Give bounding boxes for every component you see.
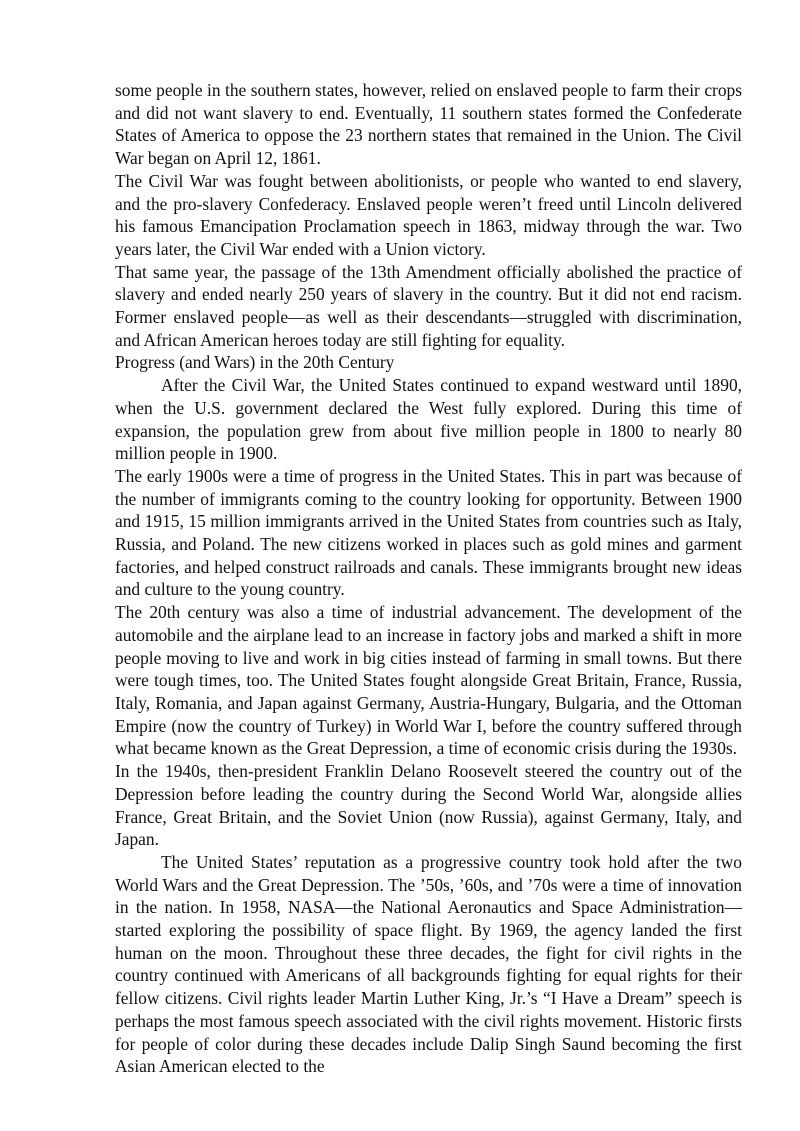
paragraph-civil-war-origins: some people in the southern states, however, relied on enslaved people to farm their crops and did not want slavery to end. Eventually, 11 southern states formed the Confederate States of America to oppose the 23 northern states that remained in the Union. The Civil War began on April 12, 1861. xyxy=(115,80,742,169)
paragraph-immigration: The early 1900s were a time of progress in the United States. This in part was because of the number of immigrants coming to the country looking for opportunity. Between 1900 and 1915, 15 million immigrants arrived in the United States from countries such as Italy, Russia, and Poland. The new citizens worked in places such as gold mines and garment factories, and helped construct railroads and canals. These immigrants brought new ideas and culture to the young country. xyxy=(115,465,742,600)
paragraph-westward-expansion: After the Civil War, the United States continued to expand westward until 1890, when the U.S. government declared the West fully explored. During this time of expansion, the population grew from about five million people in 1800 to nearly 80 million people in 1900. xyxy=(115,375,742,464)
section-heading-20th-century: Progress (and Wars) in the 20th Century xyxy=(115,352,395,373)
paragraph-civil-war-emancipation: The Civil War was fought between abolitionists, or people who wanted to end slavery, and the pro-slavery Confederacy. Enslaved people weren’t freed until Lincoln delivered his famous Emancipation Proclamation speech in 1863, midway through the war. Two years later, the Civil War ended with a Union victory. xyxy=(115,170,742,259)
paragraph-roosevelt-ww2: In the 1940s, then-president Franklin Delano Roosevelt steered the country out of the Depression before leading the country during the Second World War, alongside allies France, Great Britain, and the Soviet Union (now Russia), against Germany, Italy, and Japan. xyxy=(115,761,742,850)
document-body xyxy=(115,79,742,1078)
paragraph-industrial-advancement: The 20th century was also a time of industrial advancement. The development of the automobile and the airplane lead to an increase in factory jobs and marked a shift in more people moving to live and work in big cities instead of farming in small towns. But there were tough times, too. The United States fought alongside Great Britain, France, Russia, Italy, Romania, and Japan against Germany, Austria-Hungary, Bulgaria, and the Ottoman Empire (now the country of Turkey) in World War I, before the country suffered through what became known as the Great Depression, a time of economic crisis during the 1930s. xyxy=(115,602,742,759)
paragraph-postwar-progress: The United States’ reputation as a progressive country took hold after the two World Wars and the Great Depression. The ’50s, ’60s, and ’70s were a time of innovation in the nation. In 1958, NASA—the National Aeronautics and Space Administration—started exploring the possibility of space flight. By 1969, the agency landed the first human on the moon. Throughout these three decades, the fight for civil rights in the country continued with Americans of all backgrounds fighting for equal rights for their fellow citizens. Civil rights leader Martin Luther King, Jr.’s “I Have a Dream” speech is perhaps the most famous speech associated with the civil rights movement. Historic firsts for people of color during these decades include Dalip Singh Saund becoming the first Asian American elected to the xyxy=(115,851,742,1077)
paragraph-13th-amendment: That same year, the passage of the 13th Amendment officially abolished the practice of slavery and ended nearly 250 years of slavery in the country. But it did not end racism. Former enslaved people—as well as their descendants—struggled with discrimination, and African American heroes today are still fighting for equality. xyxy=(115,261,742,350)
